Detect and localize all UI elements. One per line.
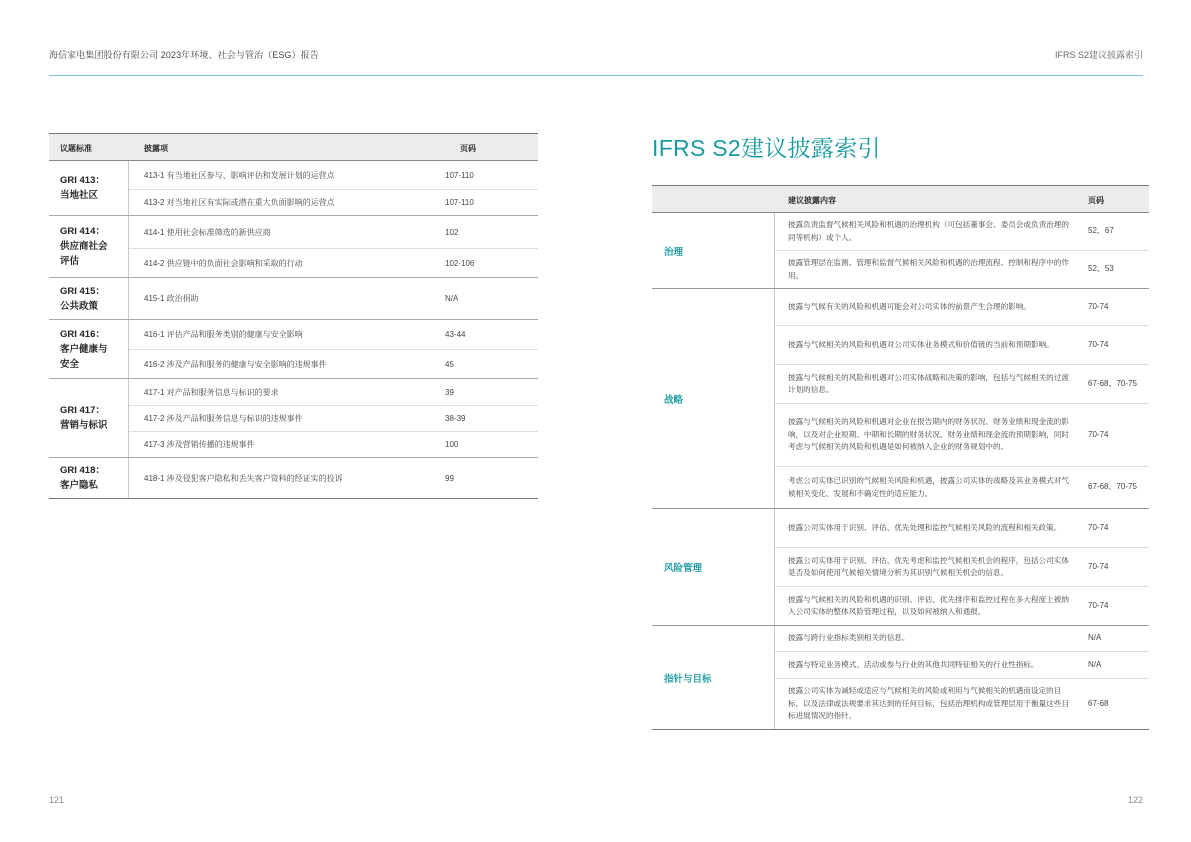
disclosure-text: 披露与气候有关的风险和机遇可能会对公司实体的前景产生合理的影响。 bbox=[788, 301, 1031, 311]
table-row bbox=[129, 320, 538, 350]
disclosure-item: 416-1 评估产品和服务类别的健康与安全影响 bbox=[144, 330, 303, 339]
page-ref: 52、67 bbox=[1088, 226, 1114, 236]
disclosure-text: 考虑公司实体已识别的气候相关风险和机遇，披露公司实体的战略及其业务模式对气候相关变化、发展和不确定性的适应能力。 bbox=[788, 476, 1069, 498]
table-row bbox=[775, 679, 1149, 729]
ifrs-header-page: 页码 bbox=[1088, 196, 1104, 205]
ifrs-header-content: 建议披露内容 bbox=[788, 196, 836, 205]
ifrs-category-label: 治理 bbox=[652, 213, 775, 288]
disclosure-text: 披露与气候相关的风险和机遇的识别、评估、优先排序和监控过程在多大程度上被纳入公司实体的整体风险管理过程，以及如何被纳入和通报。 bbox=[788, 594, 1069, 616]
ifrs-table-header bbox=[652, 186, 1149, 213]
ifrs-group-governance bbox=[652, 213, 1149, 289]
disclosure-text: 披露与气候相关的风险和机遇对公司实体业务模式和价值链的当前和预期影响。 bbox=[788, 339, 1054, 349]
disclosure-text: 披露公司实体用于识别、评估、优先考虑和监控气候相关机会的程序，包括公司实体是否及如何使用气候相关情境分析为其识别气候相关机会的信息。 bbox=[788, 555, 1069, 577]
table-row bbox=[129, 161, 538, 190]
gri-group-416 bbox=[49, 320, 538, 379]
disclosure-text: 披露与跨行业指标类别相关的信息。 bbox=[788, 633, 910, 643]
ifrs-category-label: 指针与目标 bbox=[652, 626, 775, 729]
table-row bbox=[775, 213, 1149, 251]
gri-group-413 bbox=[49, 161, 538, 216]
table-row bbox=[129, 432, 538, 457]
page-ref: 102-106 bbox=[445, 258, 475, 268]
disclosure-text: 披露负责监督气候相关风险和机遇的治理机构（可包括董事会、委员会或负责治理的同等机构）或个人。 bbox=[788, 220, 1069, 242]
table-row bbox=[775, 251, 1149, 288]
table-row bbox=[775, 404, 1149, 467]
table-row bbox=[129, 379, 538, 406]
page-ref: 67-68、70-75 bbox=[1088, 482, 1137, 492]
disclosure-item: 413-2 对当地社区有实际或潜在重大负面影响的运营点 bbox=[144, 198, 335, 207]
page-ref: 38-39 bbox=[445, 414, 466, 423]
table-row bbox=[129, 278, 538, 319]
disclosure-item: 417-3 涉及营销传播的违规事件 bbox=[144, 440, 255, 449]
gri-group-415 bbox=[49, 278, 538, 320]
page-ref: 107-110 bbox=[445, 198, 474, 207]
section-header-title: IFRS S2建议披露索引 bbox=[1054, 50, 1143, 60]
disclosure-text: 披露公司实体用于识别、评估、优先处理和监控气候相关风险的流程和相关政策。 bbox=[788, 522, 1062, 532]
gri-table-header bbox=[49, 134, 538, 161]
page-ref: 100 bbox=[445, 440, 459, 449]
table-row bbox=[775, 652, 1149, 679]
disclosure-item: 417-1 对产品和服务信息与标识的要求 bbox=[144, 387, 279, 397]
gri-header-page: 页码 bbox=[460, 144, 476, 153]
table-row bbox=[775, 467, 1149, 508]
page-ref: 107-110 bbox=[445, 170, 474, 180]
table-row bbox=[129, 350, 538, 378]
table-row bbox=[775, 587, 1149, 625]
gri-header-item: 披露项 bbox=[144, 144, 168, 153]
table-row bbox=[129, 406, 538, 432]
gri-topic-label: GRI 415： 公共政策 bbox=[49, 278, 129, 319]
page-ref: 102 bbox=[445, 227, 459, 237]
table-row bbox=[775, 289, 1149, 326]
gri-group-417 bbox=[49, 379, 538, 458]
ifrs-group-strategy bbox=[652, 289, 1149, 509]
page-ref: 70-74 bbox=[1088, 339, 1109, 349]
page-number-right: 122 bbox=[1127, 795, 1143, 805]
disclosure-item: 418-1 涉及侵犯客户隐私和丢失客户资料的经证实的投诉 bbox=[144, 473, 343, 483]
ifrs-index-table bbox=[652, 185, 1149, 730]
gri-header-topic: 议题标准 bbox=[60, 144, 92, 153]
page-title: IFRS S2建议披露索引 bbox=[652, 135, 881, 161]
page-ref: 45 bbox=[445, 359, 454, 369]
page-ref: 67-68 bbox=[1088, 698, 1109, 708]
disclosure-text: 披露管理层在监测、管理和监督气候相关风险和机遇的治理流程、控制和程序中的作用。 bbox=[788, 258, 1069, 280]
table-row bbox=[129, 249, 538, 277]
disclosure-text: 披露与特定业务模式、活动或参与行业的其他共同特征相关的行业性指标。 bbox=[788, 659, 1039, 669]
gri-topic-label: GRI 413： 当地社区 bbox=[49, 161, 129, 215]
report-header-title: 海信家电集团股份有限公司 2023年环境、社会与管治（ESG）报告 bbox=[49, 50, 319, 60]
disclosure-item: 414-2 供应链中的负面社会影响和采取的行动 bbox=[144, 258, 303, 268]
gri-topic-label: GRI 416： 客户健康与 安全 bbox=[49, 320, 129, 378]
page-ref: 70-74 bbox=[1088, 561, 1109, 571]
gri-topic-label: GRI 418： 客户隐私 bbox=[49, 458, 129, 498]
ifrs-category-label: 风险管理 bbox=[652, 509, 775, 625]
page-ref: 39 bbox=[445, 387, 454, 397]
table-row bbox=[775, 548, 1149, 587]
page-ref: 52、53 bbox=[1088, 264, 1114, 274]
page-ref: 67-68、70-75 bbox=[1088, 378, 1137, 388]
gri-group-418 bbox=[49, 458, 538, 498]
page-ref: 43-44 bbox=[445, 330, 466, 339]
gri-index-table bbox=[49, 133, 538, 499]
ifrs-category-label: 战略 bbox=[652, 289, 775, 508]
ifrs-group-risk-management bbox=[652, 509, 1149, 626]
page-ref: N/A bbox=[445, 294, 459, 303]
page-ref: 70-74 bbox=[1088, 522, 1109, 532]
page-ref: N/A bbox=[1088, 659, 1102, 669]
gri-topic-label: GRI 417： 营销与标识 bbox=[49, 379, 129, 457]
page-ref: 99 bbox=[445, 473, 454, 483]
table-row bbox=[775, 626, 1149, 652]
disclosure-text: 披露与气候相关的风险和机遇对公司实体战略和决策的影响，包括与气候相关的过渡计划的信息。 bbox=[788, 372, 1069, 394]
table-row bbox=[129, 190, 538, 215]
disclosure-item: 417-2 涉及产品和服务信息与标识的违规事件 bbox=[144, 414, 303, 423]
disclosure-item: 413-1 有当地社区参与、影响评估和发展计划的运营点 bbox=[144, 170, 335, 180]
table-row bbox=[129, 458, 538, 498]
ifrs-group-metrics-targets bbox=[652, 626, 1149, 729]
header-divider bbox=[49, 75, 1143, 76]
disclosure-item: 414-1 使用社会标准筛选的新供应商 bbox=[144, 227, 271, 237]
disclosure-text: 披露与气候相关的风险和机遇对企业在报告期内的财务状况、财务业绩和现金流的影响，以及对企业短期、中期和长期的财务状况、财务业绩和现金流的预期影响，同时考虑与气候相关的风险和机遇是如何被纳入企业的财务规划中的。 bbox=[788, 417, 1069, 452]
page-ref: 70-74 bbox=[1088, 429, 1109, 439]
table-row bbox=[129, 216, 538, 249]
table-row bbox=[775, 509, 1149, 548]
table-row bbox=[775, 365, 1149, 404]
table-row bbox=[775, 326, 1149, 365]
gri-group-414 bbox=[49, 216, 538, 278]
page-ref: N/A bbox=[1088, 633, 1102, 643]
disclosure-item: 415-1 政治捐助 bbox=[144, 294, 199, 303]
gri-topic-label: GRI 414： 供应商社会 评估 bbox=[49, 216, 129, 277]
page-number-left: 121 bbox=[49, 795, 65, 805]
disclosure-item: 416-2 涉及产品和服务的健康与安全影响的违规事件 bbox=[144, 359, 327, 369]
page-ref: 70-74 bbox=[1088, 301, 1109, 311]
disclosure-text: 披露公司实体为减轻或适应与气候相关的风险或利用与气候相关的机遇而设定的目标，以及法律或法规要求其达到的任何目标，包括治理机构或管理层用于衡量这些目标进展情况的指针。 bbox=[788, 686, 1069, 721]
page-ref: 70-74 bbox=[1088, 600, 1109, 610]
